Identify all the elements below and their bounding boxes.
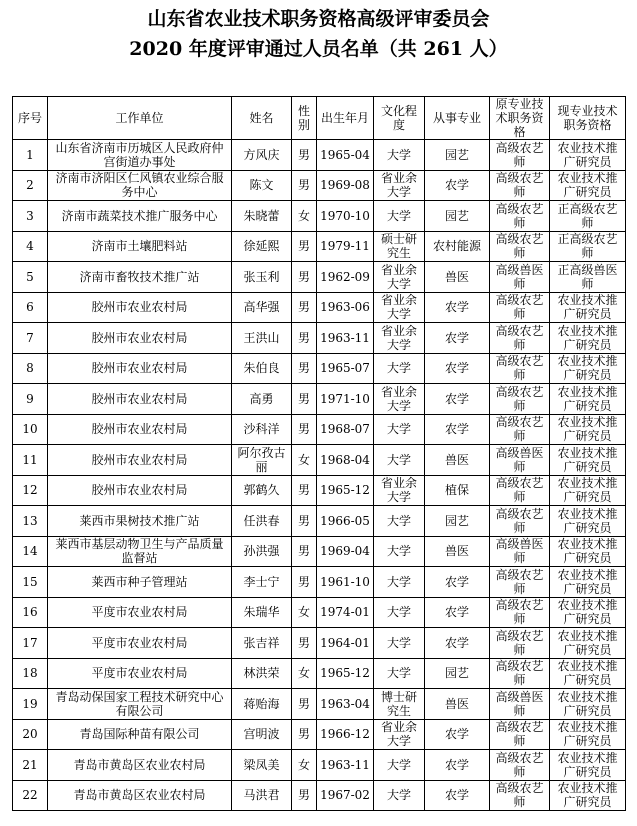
table-row — [13, 689, 626, 720]
header-previous-title: 原专业技术职务资格 — [490, 97, 550, 140]
cell-birth: 1967-02 — [317, 780, 374, 811]
cell-education: 大学 — [374, 567, 425, 598]
cell-current-title: 农业技术推广研究员 — [550, 353, 626, 384]
cell-current-title: 正高级农艺师 — [550, 201, 626, 232]
cell-unit: 胶州市农业农村局 — [48, 323, 232, 354]
cell-gender: 男 — [292, 414, 317, 445]
header-education: 文化程度 — [374, 97, 425, 140]
cell-no: 2 — [13, 170, 48, 201]
cell-no: 8 — [13, 353, 48, 384]
cell-current-title: 农业技术推广研究员 — [550, 445, 626, 476]
cell-unit: 济南市土壤肥料站 — [48, 231, 232, 262]
header-unit: 工作单位 — [48, 97, 232, 140]
table-row — [13, 140, 626, 171]
cell-no: 13 — [13, 506, 48, 537]
cell-no: 15 — [13, 567, 48, 598]
cell-unit: 胶州市农业农村局 — [48, 414, 232, 445]
cell-gender: 男 — [292, 567, 317, 598]
table-row — [13, 719, 626, 750]
cell-education: 省业余大学 — [374, 719, 425, 750]
cell-birth: 1963-04 — [317, 689, 374, 720]
cell-gender: 男 — [292, 231, 317, 262]
cell-name: 孙洪强 — [232, 536, 292, 567]
cell-current-title: 农业技术推广研究员 — [550, 384, 626, 415]
cell-current-title: 农业技术推广研究员 — [550, 323, 626, 354]
cell-no: 11 — [13, 445, 48, 476]
cell-education: 博士研究生 — [374, 689, 425, 720]
cell-gender: 男 — [292, 140, 317, 171]
cell-previous-title: 高级兽医师 — [490, 689, 550, 720]
cell-education: 大学 — [374, 536, 425, 567]
cell-birth: 1964-01 — [317, 628, 374, 659]
table-row — [13, 292, 626, 323]
table-row — [13, 475, 626, 506]
cell-no: 17 — [13, 628, 48, 659]
cell-birth: 1968-07 — [317, 414, 374, 445]
cell-current-title: 农业技术推广研究员 — [550, 506, 626, 537]
table-row — [13, 353, 626, 384]
cell-major: 兽医 — [425, 445, 490, 476]
cell-education: 省业余大学 — [374, 170, 425, 201]
cell-current-title: 农业技术推广研究员 — [550, 780, 626, 811]
cell-major: 农学 — [425, 780, 490, 811]
cell-gender: 男 — [292, 628, 317, 659]
cell-unit: 青岛动保国家工程技术研究中心有限公司 — [48, 689, 232, 720]
cell-name: 林洪荣 — [232, 658, 292, 689]
cell-previous-title: 高级农艺师 — [490, 170, 550, 201]
cell-major: 农学 — [425, 414, 490, 445]
cell-unit: 平度市农业农村局 — [48, 658, 232, 689]
cell-current-title: 农业技术推广研究员 — [550, 567, 626, 598]
table-row — [13, 445, 626, 476]
cell-education: 大学 — [374, 750, 425, 781]
cell-gender: 男 — [292, 292, 317, 323]
cell-education: 大学 — [374, 658, 425, 689]
cell-current-title: 农业技术推广研究员 — [550, 140, 626, 171]
cell-previous-title: 高级农艺师 — [490, 231, 550, 262]
cell-name: 沙科洋 — [232, 414, 292, 445]
cell-birth: 1979-11 — [317, 231, 374, 262]
cell-no: 3 — [13, 201, 48, 232]
cell-no: 16 — [13, 597, 48, 628]
table-row — [13, 506, 626, 537]
cell-birth: 1969-08 — [317, 170, 374, 201]
table-row — [13, 262, 626, 293]
cell-unit: 莱西市基层动物卫生与产品质量监督站 — [48, 536, 232, 567]
cell-previous-title: 高级农艺师 — [490, 140, 550, 171]
cell-education: 硕士研究生 — [374, 231, 425, 262]
cell-major: 农学 — [425, 597, 490, 628]
cell-current-title: 农业技术推广研究员 — [550, 750, 626, 781]
roster-table — [12, 96, 626, 811]
cell-gender: 男 — [292, 719, 317, 750]
table-row — [13, 201, 626, 232]
cell-gender: 男 — [292, 506, 317, 537]
cell-major: 农学 — [425, 170, 490, 201]
table-row — [13, 170, 626, 201]
cell-name: 任洪春 — [232, 506, 292, 537]
table-row — [13, 658, 626, 689]
header-major: 从事专业 — [425, 97, 490, 140]
cell-education: 大学 — [374, 201, 425, 232]
document-subtitle: 2020 年度评审通过人员名单（共 261 人） — [129, 38, 508, 60]
cell-major: 农学 — [425, 750, 490, 781]
cell-previous-title: 高级兽医师 — [490, 536, 550, 567]
cell-education: 省业余大学 — [374, 262, 425, 293]
cell-current-title: 农业技术推广研究员 — [550, 414, 626, 445]
cell-education: 大学 — [374, 597, 425, 628]
cell-name: 朱伯良 — [232, 353, 292, 384]
cell-no: 1 — [13, 140, 48, 171]
cell-no: 19 — [13, 689, 48, 720]
cell-name: 郭鹤久 — [232, 475, 292, 506]
cell-education: 大学 — [374, 140, 425, 171]
table-header-row — [13, 97, 626, 140]
cell-unit: 胶州市农业农村局 — [48, 353, 232, 384]
cell-name: 高勇 — [232, 384, 292, 415]
cell-name: 李士宁 — [232, 567, 292, 598]
cell-unit: 青岛市黄岛区农业农村局 — [48, 780, 232, 811]
cell-unit: 胶州市农业农村局 — [48, 445, 232, 476]
cell-previous-title: 高级农艺师 — [490, 475, 550, 506]
cell-birth: 1968-04 — [317, 445, 374, 476]
header-gender: 性别 — [292, 97, 317, 140]
cell-name: 张玉利 — [232, 262, 292, 293]
table-row — [13, 231, 626, 262]
cell-education: 大学 — [374, 780, 425, 811]
cell-previous-title: 高级农艺师 — [490, 292, 550, 323]
cell-unit: 胶州市农业农村局 — [48, 475, 232, 506]
cell-major: 农学 — [425, 353, 490, 384]
cell-unit: 济南市畜牧技术推广站 — [48, 262, 232, 293]
table-row — [13, 628, 626, 659]
cell-birth: 1965-04 — [317, 140, 374, 171]
cell-birth: 1963-11 — [317, 750, 374, 781]
cell-education: 省业余大学 — [374, 292, 425, 323]
cell-current-title: 农业技术推广研究员 — [550, 292, 626, 323]
cell-previous-title: 高级农艺师 — [490, 201, 550, 232]
cell-major: 园艺 — [425, 658, 490, 689]
cell-unit: 青岛市黄岛区农业农村局 — [48, 750, 232, 781]
table-row — [13, 597, 626, 628]
cell-current-title: 农业技术推广研究员 — [550, 689, 626, 720]
cell-gender: 男 — [292, 262, 317, 293]
cell-major: 植保 — [425, 475, 490, 506]
cell-birth: 1963-06 — [317, 292, 374, 323]
cell-education: 省业余大学 — [374, 323, 425, 354]
cell-current-title: 正高级兽医师 — [550, 262, 626, 293]
cell-birth: 1974-01 — [317, 597, 374, 628]
cell-name: 蒋贻海 — [232, 689, 292, 720]
cell-name: 高华强 — [232, 292, 292, 323]
table-row — [13, 750, 626, 781]
cell-birth: 1965-12 — [317, 475, 374, 506]
cell-gender: 女 — [292, 750, 317, 781]
cell-gender: 女 — [292, 597, 317, 628]
cell-no: 9 — [13, 384, 48, 415]
document-title: 山东省农业技术职务资格高级评审委员会 — [147, 8, 490, 30]
cell-major: 园艺 — [425, 506, 490, 537]
cell-name: 马洪君 — [232, 780, 292, 811]
cell-current-title: 正高级农艺师 — [550, 231, 626, 262]
cell-education: 省业余大学 — [374, 475, 425, 506]
cell-birth: 1962-09 — [317, 262, 374, 293]
cell-name: 朱瑞华 — [232, 597, 292, 628]
cell-name: 宫明波 — [232, 719, 292, 750]
cell-gender: 男 — [292, 170, 317, 201]
cell-previous-title: 高级农艺师 — [490, 750, 550, 781]
cell-name: 陈文 — [232, 170, 292, 201]
cell-previous-title: 高级农艺师 — [490, 506, 550, 537]
cell-major: 园艺 — [425, 201, 490, 232]
cell-current-title: 农业技术推广研究员 — [550, 719, 626, 750]
cell-unit: 济南市蔬菜技术推广服务中心 — [48, 201, 232, 232]
cell-major: 兽医 — [425, 262, 490, 293]
cell-name: 张吉祥 — [232, 628, 292, 659]
cell-unit: 胶州市农业农村局 — [48, 384, 232, 415]
cell-current-title: 农业技术推广研究员 — [550, 628, 626, 659]
cell-name: 王洪山 — [232, 323, 292, 354]
cell-unit: 莱西市种子管理站 — [48, 567, 232, 598]
cell-birth: 1966-12 — [317, 719, 374, 750]
cell-previous-title: 高级农艺师 — [490, 597, 550, 628]
cell-current-title: 农业技术推广研究员 — [550, 597, 626, 628]
cell-education: 大学 — [374, 414, 425, 445]
cell-unit: 山东省济南市历城区人民政府仲宫街道办事处 — [48, 140, 232, 171]
cell-gender: 女 — [292, 445, 317, 476]
cell-gender: 男 — [292, 475, 317, 506]
cell-education: 大学 — [374, 506, 425, 537]
cell-major: 农学 — [425, 628, 490, 659]
cell-previous-title: 高级农艺师 — [490, 353, 550, 384]
cell-unit: 青岛国际种苗有限公司 — [48, 719, 232, 750]
cell-name: 朱晓蕾 — [232, 201, 292, 232]
cell-previous-title: 高级农艺师 — [490, 719, 550, 750]
cell-major: 农学 — [425, 567, 490, 598]
cell-gender: 男 — [292, 384, 317, 415]
cell-name: 徐延熙 — [232, 231, 292, 262]
cell-education: 大学 — [374, 445, 425, 476]
cell-gender: 男 — [292, 323, 317, 354]
cell-no: 21 — [13, 750, 48, 781]
cell-unit: 平度市农业农村局 — [48, 597, 232, 628]
cell-no: 18 — [13, 658, 48, 689]
cell-major: 农学 — [425, 323, 490, 354]
cell-major: 农学 — [425, 292, 490, 323]
header-name: 姓名 — [232, 97, 292, 140]
cell-unit: 济南市济阳区仁风镇农业综合服务中心 — [48, 170, 232, 201]
header-birth: 出生年月 — [317, 97, 374, 140]
cell-previous-title: 高级农艺师 — [490, 780, 550, 811]
table-row — [13, 323, 626, 354]
cell-previous-title: 高级农艺师 — [490, 658, 550, 689]
table-row — [13, 780, 626, 811]
cell-birth: 1961-10 — [317, 567, 374, 598]
cell-major: 农村能源 — [425, 231, 490, 262]
cell-education: 大学 — [374, 628, 425, 659]
cell-previous-title: 高级兽医师 — [490, 445, 550, 476]
cell-birth: 1965-07 — [317, 353, 374, 384]
cell-birth: 1970-10 — [317, 201, 374, 232]
cell-name: 梁凤美 — [232, 750, 292, 781]
cell-previous-title: 高级兽医师 — [490, 262, 550, 293]
cell-previous-title: 高级农艺师 — [490, 567, 550, 598]
header-no: 序号 — [13, 97, 48, 140]
cell-previous-title: 高级农艺师 — [490, 414, 550, 445]
cell-no: 22 — [13, 780, 48, 811]
cell-gender: 男 — [292, 353, 317, 384]
cell-no: 5 — [13, 262, 48, 293]
cell-no: 12 — [13, 475, 48, 506]
table-row — [13, 384, 626, 415]
cell-name: 方风庆 — [232, 140, 292, 171]
cell-birth: 1971-10 — [317, 384, 374, 415]
cell-current-title: 农业技术推广研究员 — [550, 536, 626, 567]
table-row — [13, 536, 626, 567]
cell-gender: 男 — [292, 689, 317, 720]
cell-unit: 平度市农业农村局 — [48, 628, 232, 659]
cell-unit: 莱西市果树技术推广站 — [48, 506, 232, 537]
cell-gender: 女 — [292, 658, 317, 689]
cell-unit: 胶州市农业农村局 — [48, 292, 232, 323]
cell-previous-title: 高级农艺师 — [490, 384, 550, 415]
cell-current-title: 农业技术推广研究员 — [550, 658, 626, 689]
cell-birth: 1966-05 — [317, 506, 374, 537]
table-row — [13, 567, 626, 598]
cell-education: 省业余大学 — [374, 384, 425, 415]
cell-gender: 男 — [292, 536, 317, 567]
cell-current-title: 农业技术推广研究员 — [550, 475, 626, 506]
cell-birth: 1963-11 — [317, 323, 374, 354]
cell-no: 7 — [13, 323, 48, 354]
cell-education: 大学 — [374, 353, 425, 384]
cell-birth: 1965-12 — [317, 658, 374, 689]
cell-name: 阿尔孜古丽 — [232, 445, 292, 476]
cell-gender: 男 — [292, 780, 317, 811]
cell-birth: 1969-04 — [317, 536, 374, 567]
cell-no: 14 — [13, 536, 48, 567]
cell-no: 20 — [13, 719, 48, 750]
cell-major: 园艺 — [425, 140, 490, 171]
cell-no: 10 — [13, 414, 48, 445]
cell-no: 4 — [13, 231, 48, 262]
cell-no: 6 — [13, 292, 48, 323]
cell-major: 农学 — [425, 384, 490, 415]
cell-current-title: 农业技术推广研究员 — [550, 170, 626, 201]
cell-major: 兽医 — [425, 536, 490, 567]
header-current-title: 现专业技术职务资格 — [550, 97, 626, 140]
table-row — [13, 414, 626, 445]
cell-previous-title: 高级农艺师 — [490, 323, 550, 354]
cell-major: 兽医 — [425, 689, 490, 720]
cell-gender: 女 — [292, 201, 317, 232]
cell-previous-title: 高级农艺师 — [490, 628, 550, 659]
cell-major: 农学 — [425, 719, 490, 750]
